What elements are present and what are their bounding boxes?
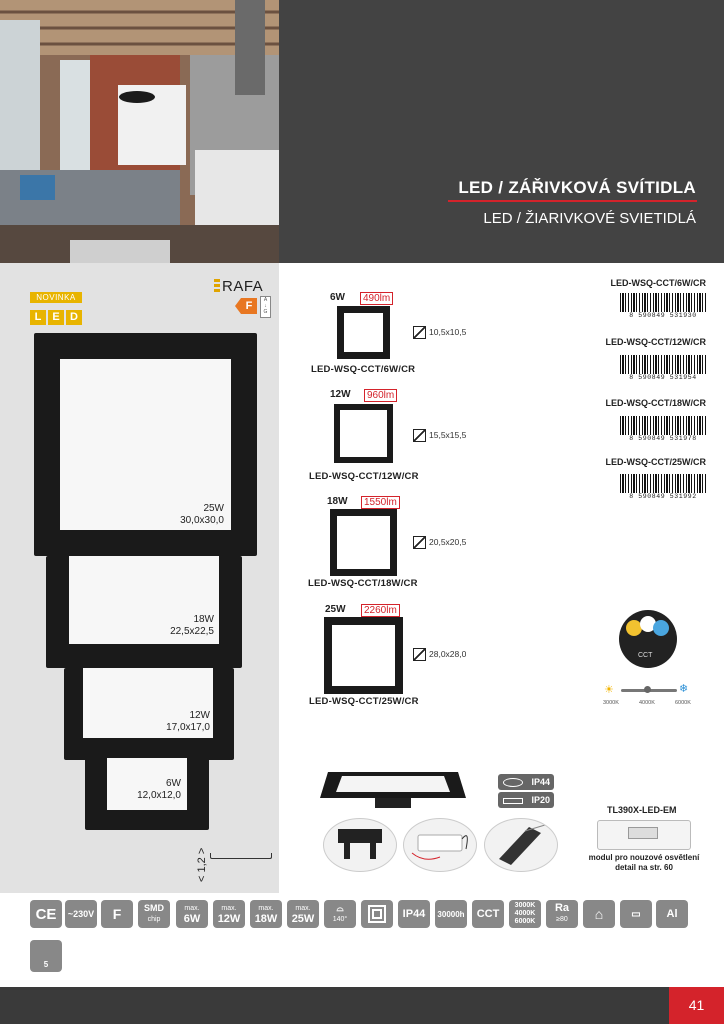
beam-angle-icon: ⌓ 140° (324, 900, 356, 928)
product-power: 25W (325, 604, 346, 615)
temp-warm: 3000K (603, 700, 619, 706)
emergency-module-image (597, 820, 691, 850)
new-badge: NOVINKA (30, 292, 82, 303)
voltage-icon: ~230V (65, 900, 97, 928)
cutout-icon (413, 536, 426, 549)
ean-number: 8 590849 531992 (620, 493, 706, 500)
barcode (620, 474, 706, 500)
led-letter: E (48, 310, 64, 325)
product-image (324, 617, 403, 694)
ean-number: 8 590849 531954 (620, 374, 706, 381)
neutral-dot-icon (644, 686, 651, 693)
cutout-size: 20,5x20,5 (413, 536, 466, 549)
panel-size: 17,0x17,0 (166, 722, 210, 733)
temp-neutral: 4000K (639, 700, 655, 706)
led-letter: D (66, 310, 82, 325)
brand-name: RAFA (222, 278, 264, 295)
cct-feature-icon: CCT (472, 900, 504, 928)
driver-image (403, 818, 477, 872)
cutout-icon (413, 326, 426, 339)
cutout-icon (413, 429, 426, 442)
product-power: 6W (330, 292, 345, 303)
panel-size: 12,0x12,0 (137, 790, 181, 801)
product-lumen: 1550lm (361, 496, 400, 509)
product-lumen: 490lm (360, 292, 393, 305)
product-code: LED-WSQ-CCT/12W/CR (309, 471, 419, 482)
product-code: LED-WSQ-CCT/25W/CR (309, 696, 419, 707)
product-image (330, 509, 397, 576)
driver-icon: ▭ (620, 900, 652, 928)
energy-label (235, 296, 271, 316)
panel-power: 12W (189, 710, 210, 721)
max-power-6w: max. 6W (176, 900, 208, 928)
cutout-size: 10,5x10,5 (413, 326, 466, 339)
snowflake-icon: ❄ (679, 683, 689, 695)
color-temps-icon: 3000K 4000K 6000K (509, 900, 541, 928)
page-title: LED / ZÁŘIVKOVÁ SVÍTIDLA (458, 178, 696, 197)
cutout-icon (413, 648, 426, 661)
product-code: LED-WSQ-CCT/6W/CR (311, 364, 416, 375)
module-note: modul pro nouzové osvětlení detail na str. 60 (588, 853, 700, 872)
package-icon: 5 (30, 940, 62, 972)
page-number: 41 (669, 987, 724, 1024)
product-lumen: 960lm (364, 389, 397, 402)
ip44-icon: IP44 (398, 900, 430, 928)
barcode-product-code: LED-WSQ-CCT/18W/CR (605, 398, 706, 408)
ce-icon: CE (30, 900, 62, 928)
title-underline (448, 200, 697, 202)
product-image (337, 306, 390, 359)
cri-icon: Ra ≥80 (546, 900, 578, 928)
max-power-25w: max. 25W (287, 900, 319, 928)
panel-12w (64, 668, 234, 760)
cct-label: CCT (638, 652, 653, 659)
cutout-size: 15,5x15,5 (413, 429, 466, 442)
max-power-18w: max. 18W (250, 900, 282, 928)
panel-size: 22,5x22,5 (170, 626, 214, 637)
cover-icon (503, 778, 523, 787)
brand-logo-icon (214, 279, 220, 293)
panel-6w (85, 756, 209, 830)
energy-scale: A ↓ G (260, 296, 271, 318)
panel-power: 18W (193, 614, 214, 625)
wiring-image (484, 818, 558, 872)
product-lumen: 2260lm (361, 604, 400, 617)
double-insulation-icon (361, 900, 393, 928)
ean-number: 8 590849 531930 (620, 312, 706, 319)
product-power: 12W (330, 389, 351, 400)
aluminium-icon: Al (656, 900, 688, 928)
sun-icon: ☀ (604, 684, 614, 696)
panel-18w (46, 556, 242, 668)
barcode (620, 293, 706, 319)
led-badge (30, 310, 82, 325)
interior-photo (0, 0, 279, 263)
module-code: TL390X-LED-EM (607, 805, 677, 815)
footer-bar (0, 987, 669, 1024)
page-subtitle: LED / ŽIARIVKOVÉ SVIETIDLÁ (483, 210, 696, 227)
panel-size: 30,0x30,0 (180, 515, 224, 526)
profile-icon (210, 853, 272, 859)
ip44-badge: IP44 (498, 774, 554, 790)
barcode-product-code: LED-WSQ-CCT/6W/CR (610, 278, 706, 288)
ip20-badge: IP20 (498, 792, 554, 808)
barcode-product-code: LED-WSQ-CCT/12W/CR (605, 337, 706, 347)
lifetime-icon: 30000h (435, 900, 467, 928)
product-code: LED-WSQ-CCT/18W/CR (308, 578, 418, 589)
back-icon (503, 798, 523, 804)
max-power-12w: max. 12W (213, 900, 245, 928)
barcode-product-code: LED-WSQ-CCT/25W/CR (605, 457, 706, 467)
product-image (334, 404, 393, 463)
cutout-size: 28,0x28,0 (413, 648, 466, 661)
indoor-house-icon: ⌂ (583, 900, 615, 928)
led-letter: L (30, 310, 46, 325)
profile-height: < 1,2 > (196, 847, 208, 882)
panel-power: 6W (166, 778, 181, 789)
f-mark-icon: F (101, 900, 133, 928)
barcode (620, 416, 706, 442)
temp-cool: 6000K (675, 700, 691, 706)
frame-image (320, 770, 466, 810)
ean-number: 8 590849 531978 (620, 435, 706, 442)
mounting-clip-image (323, 818, 397, 872)
product-power: 18W (327, 496, 348, 507)
barcode (620, 355, 706, 381)
cct-icon (619, 610, 677, 668)
panel-power: 25W (203, 503, 224, 514)
panel-25w (34, 333, 257, 556)
smd-chip-icon: SMD chip (138, 900, 170, 928)
energy-class: F (241, 298, 257, 314)
